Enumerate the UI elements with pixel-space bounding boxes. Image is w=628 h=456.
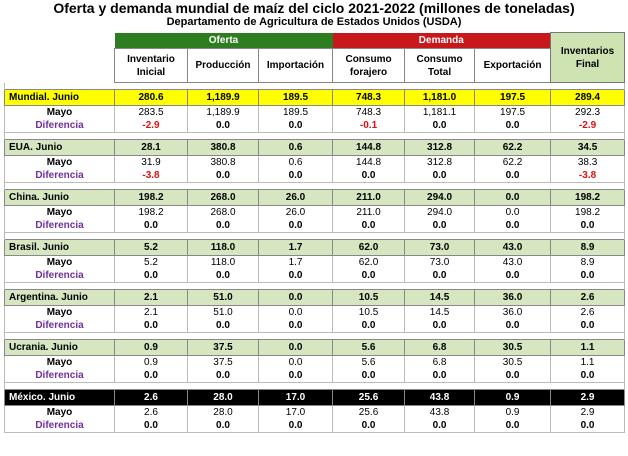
value-cell: 1,181.1 [405,106,475,119]
value-cell: 189.5 [259,90,333,106]
row-label: Diferencia [5,319,115,333]
value-cell: 312.8 [405,140,475,156]
value-cell: 144.8 [333,140,405,156]
value-cell: 0.0 [115,369,188,383]
value-cell: 30.5 [475,356,551,369]
value-cell: 0.0 [188,419,259,433]
value-cell: 2.6 [551,290,625,306]
value-cell: 1,181.0 [405,90,475,106]
value-cell: 38.3 [551,156,625,169]
value-cell: 62.0 [333,256,405,269]
value-cell: 37.5 [188,356,259,369]
value-cell: -3.8 [115,169,188,183]
value-cell: 17.0 [259,406,333,419]
value-cell: 0.9 [475,406,551,419]
value-cell: 0.0 [188,269,259,283]
value-cell: 51.0 [188,290,259,306]
value-cell: 198.2 [551,206,625,219]
value-cell: 1,189.9 [188,90,259,106]
spacer-cell [5,133,625,140]
value-cell: 0.0 [551,369,625,383]
value-cell: 8.9 [551,240,625,256]
spacer-cell [5,333,625,340]
value-cell: 0.0 [259,356,333,369]
col-consumo-forajero: Consumo forajero [333,49,405,83]
value-cell: 0.0 [115,419,188,433]
value-cell: 0.0 [405,119,475,133]
section-spacer [5,133,625,140]
value-cell: 5.6 [333,340,405,356]
section-spacer [5,333,625,340]
value-cell: 0.0 [188,319,259,333]
value-cell: 73.0 [405,256,475,269]
value-cell: 0.0 [333,219,405,233]
row-label: Argentina. Junio [5,290,115,306]
spacer-cell [5,183,625,190]
value-cell: 0.0 [188,369,259,383]
value-cell: 31.9 [115,156,188,169]
value-cell: 0.0 [259,290,333,306]
spacer-cell [5,233,625,240]
table-row-junio [5,390,625,406]
value-cell: 0.0 [405,369,475,383]
value-cell: 2.6 [115,406,188,419]
table-row-mayo [5,106,625,119]
value-cell: 1,189.9 [188,106,259,119]
value-cell: 0.0 [259,169,333,183]
value-cell: 0.0 [259,269,333,283]
value-cell: 0.0 [475,219,551,233]
table-row-diferencia [5,369,625,383]
value-cell: 0.0 [405,419,475,433]
value-cell: 28.1 [115,140,188,156]
value-cell: 0.9 [475,390,551,406]
row-label: Diferencia [5,369,115,383]
value-cell: 748.3 [333,106,405,119]
value-cell: 0.0 [475,119,551,133]
value-cell: 0.0 [188,169,259,183]
value-cell: 28.0 [188,406,259,419]
value-cell: 0.6 [259,140,333,156]
value-cell: 280.6 [115,90,188,106]
value-cell: 0.0 [115,219,188,233]
value-cell: 748.3 [333,90,405,106]
value-cell: 294.0 [405,190,475,206]
value-cell: 0.0 [259,119,333,133]
value-cell: 0.0 [551,269,625,283]
value-cell: 2.6 [115,390,188,406]
row-label: Mayo [5,306,115,319]
value-cell: 118.0 [188,240,259,256]
value-cell: 0.0 [551,419,625,433]
col-produccion: Producción [188,49,259,83]
section-spacer [5,183,625,190]
page-subtitle: Departamento de Agricultura de Estados Unidos (USDA) [166,16,462,28]
value-cell: 0.0 [405,219,475,233]
value-cell: 0.0 [551,319,625,333]
value-cell: 43.8 [405,390,475,406]
table-row-junio [5,340,625,356]
row-label: Diferencia [5,169,115,183]
value-cell: 0.0 [188,219,259,233]
table-row-junio [5,140,625,156]
value-cell: 118.0 [188,256,259,269]
value-cell: 25.6 [333,406,405,419]
value-cell: 2.6 [551,306,625,319]
table-row-mayo [5,406,625,419]
table-row-diferencia [5,319,625,333]
table-row-mayo [5,356,625,369]
row-label: Mundial. Junio [5,90,115,106]
value-cell: -2.9 [115,119,188,133]
value-cell: 62.0 [333,240,405,256]
value-cell: 0.0 [475,419,551,433]
section-spacer [5,233,625,240]
value-cell: -0.1 [333,119,405,133]
row-label: Mayo [5,106,115,119]
value-cell: 0.0 [333,419,405,433]
value-cell: 0.0 [259,340,333,356]
value-cell: 30.5 [475,340,551,356]
spacer-cell [5,83,625,90]
value-cell: 17.0 [259,390,333,406]
value-cell: 43.0 [475,240,551,256]
value-cell: 43.0 [475,256,551,269]
value-cell: 0.0 [333,369,405,383]
value-cell: 292.3 [551,106,625,119]
value-cell: 198.2 [551,190,625,206]
row-label: Mayo [5,206,115,219]
value-cell: 2.9 [551,390,625,406]
value-cell: 144.8 [333,156,405,169]
table-row-diferencia [5,119,625,133]
value-cell: 10.5 [333,290,405,306]
value-cell: 0.0 [475,206,551,219]
value-cell: 211.0 [333,190,405,206]
value-cell: 0.0 [475,269,551,283]
table-row-diferencia [5,269,625,283]
value-cell: 0.0 [188,119,259,133]
table-row-mayo [5,256,625,269]
value-cell: 0.0 [115,269,188,283]
value-cell: 26.0 [259,206,333,219]
value-cell: 25.6 [333,390,405,406]
row-label: Brasil. Junio [5,240,115,256]
value-cell: 0.0 [115,319,188,333]
row-label: Ucrania. Junio [5,340,115,356]
value-cell: 5.2 [115,256,188,269]
row-label: China. Junio [5,190,115,206]
value-cell: 1.1 [551,340,625,356]
value-cell: 1.7 [259,240,333,256]
value-cell: 0.0 [475,169,551,183]
value-cell: 36.0 [475,290,551,306]
value-cell: 0.0 [259,369,333,383]
corn-supply-demand-table [4,32,625,433]
value-cell: 283.5 [115,106,188,119]
value-cell: 312.8 [405,156,475,169]
value-cell: 0.0 [259,219,333,233]
row-label: Mayo [5,406,115,419]
inventarios-final-header: Inventarios Final [551,33,625,83]
table-row-mayo [5,206,625,219]
value-cell: 197.5 [475,106,551,119]
value-cell: 211.0 [333,206,405,219]
col-consumo-total: Consumo Total [405,49,475,83]
section-spacer [5,83,625,90]
value-cell: 268.0 [188,206,259,219]
value-cell: 0.0 [333,319,405,333]
value-cell: 14.5 [405,306,475,319]
col-exportacion: Exportación [475,49,551,83]
table-row-junio [5,190,625,206]
value-cell: 2.1 [115,290,188,306]
value-cell: 1.1 [551,356,625,369]
table-row-mayo [5,306,625,319]
value-cell: 294.0 [405,206,475,219]
table-row-junio [5,240,625,256]
spacer-cell [5,383,625,390]
value-cell: 43.8 [405,406,475,419]
value-cell: -2.9 [551,119,625,133]
row-label: Mayo [5,256,115,269]
table-row-mayo [5,156,625,169]
page-title: Oferta y demanda mundial de maíz del ciclo 2021-2022 (millones de toneladas) [53,0,575,16]
value-cell: 0.0 [333,169,405,183]
section-spacer [5,383,625,390]
value-cell: 198.2 [115,206,188,219]
table-row-junio [5,90,625,106]
row-label: Mayo [5,156,115,169]
value-cell: 5.6 [333,356,405,369]
value-cell: -3.8 [551,169,625,183]
row-label: Mayo [5,356,115,369]
value-cell: 189.5 [259,106,333,119]
spacer-cell [5,283,625,290]
value-cell: 73.0 [405,240,475,256]
section-spacer [5,283,625,290]
corner-cell-2 [5,49,115,83]
value-cell: 289.4 [551,90,625,106]
table-row-diferencia [5,219,625,233]
value-cell: 380.8 [188,140,259,156]
col-inventario-inicial: Inventario Inicial [115,49,188,83]
row-label: Diferencia [5,219,115,233]
value-cell: 34.5 [551,140,625,156]
row-label: EUA. Junio [5,140,115,156]
value-cell: 10.5 [333,306,405,319]
row-label: Diferencia [5,269,115,283]
value-cell: 6.8 [405,356,475,369]
value-cell: 380.8 [188,156,259,169]
value-cell: 0.0 [475,369,551,383]
value-cell: 0.0 [259,319,333,333]
value-cell: 0.0 [405,169,475,183]
value-cell: 2.9 [551,406,625,419]
value-cell: 37.5 [188,340,259,356]
row-label: Diferencia [5,419,115,433]
value-cell: 0.0 [551,219,625,233]
value-cell: 2.1 [115,306,188,319]
value-cell: 62.2 [475,140,551,156]
value-cell: 8.9 [551,256,625,269]
table-row-junio [5,290,625,306]
value-cell: 0.9 [115,356,188,369]
value-cell: 0.9 [115,340,188,356]
value-cell: 28.0 [188,390,259,406]
value-cell: 268.0 [188,190,259,206]
value-cell: 26.0 [259,190,333,206]
value-cell: 14.5 [405,290,475,306]
value-cell: 198.2 [115,190,188,206]
col-importacion: Importación [259,49,333,83]
table-row-diferencia [5,169,625,183]
corner-cell [5,33,115,49]
value-cell: 0.0 [405,269,475,283]
value-cell: 36.0 [475,306,551,319]
value-cell: 51.0 [188,306,259,319]
row-label: México. Junio [5,390,115,406]
value-cell: 6.8 [405,340,475,356]
value-cell: 0.6 [259,156,333,169]
value-cell: 0.0 [259,419,333,433]
value-cell: 5.2 [115,240,188,256]
value-cell: 197.5 [475,90,551,106]
value-cell: 1.7 [259,256,333,269]
value-cell: 0.0 [259,306,333,319]
oferta-header: Oferta [115,33,333,49]
value-cell: 0.0 [475,319,551,333]
value-cell: 0.0 [405,319,475,333]
table-row-diferencia [5,419,625,433]
value-cell: 0.0 [475,190,551,206]
row-label: Diferencia [5,119,115,133]
demanda-header: Demanda [333,33,551,49]
value-cell: 0.0 [333,269,405,283]
value-cell: 62.2 [475,156,551,169]
